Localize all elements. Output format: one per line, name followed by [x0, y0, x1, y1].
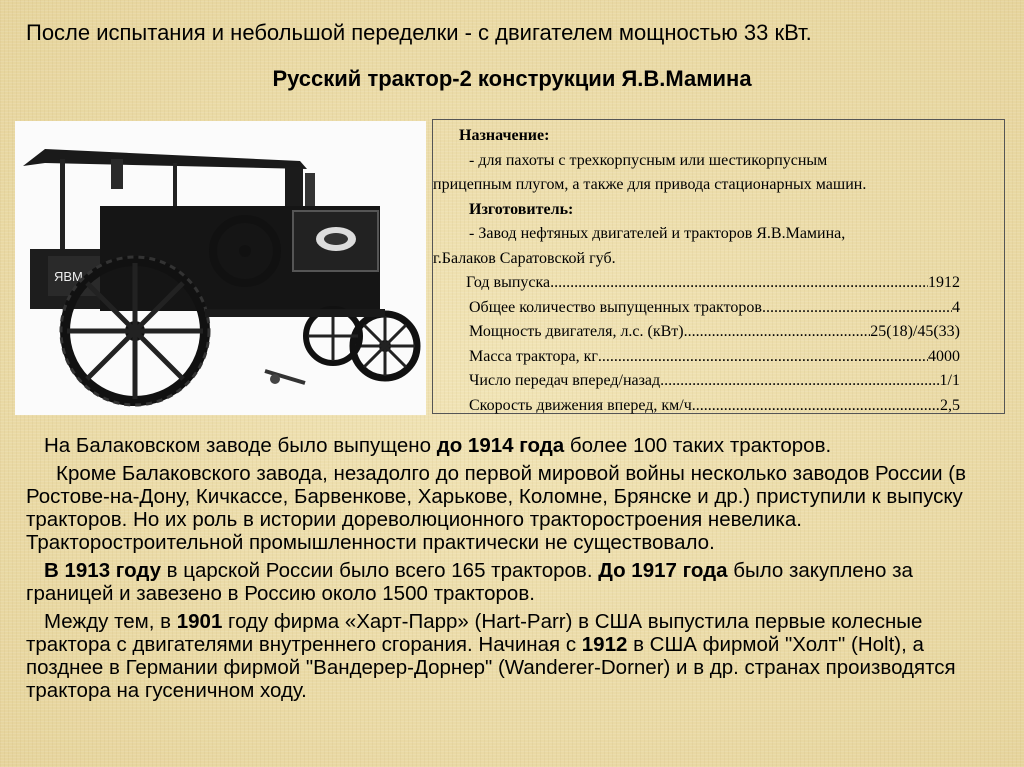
- spec-value: 25(18)/45(33): [870, 323, 960, 340]
- text-run: На Балаковском заводе было выпущено: [44, 434, 437, 457]
- spec-value: 4000: [928, 347, 960, 365]
- maker-heading: Изготовитель:: [469, 200, 574, 218]
- maker-line-2: г.Балаков Саратовской губ.: [433, 249, 616, 267]
- highlight-text: В 1913 году: [44, 559, 161, 582]
- slide-title: Русский трактор-2 конструкции Я.В.Мамина: [272, 66, 752, 91]
- spec-row: [469, 296, 960, 321]
- spec-value: 4: [952, 298, 960, 316]
- text-run: году фирма «Харт-Парр» (Hart-Parr) в США выпустила первые колесные трактора с двигателями внутреннего сгорания. Начиная с: [26, 610, 923, 656]
- highlight-text: 1912: [581, 633, 628, 656]
- paragraph: [26, 559, 986, 605]
- spec-row: [469, 369, 960, 394]
- text-run: было закуплено за границей и завезено в Россию около 1500 тракторов.: [26, 559, 913, 605]
- spec-label: Год выпуска: [466, 274, 551, 291]
- highlight-text: 1901: [176, 610, 223, 633]
- spec-label: Масса трактора, кг: [469, 347, 598, 365]
- spec-label: Скорость движения вперед, км/ч: [469, 396, 692, 414]
- spec-row: [469, 345, 960, 370]
- spec-label: Общее количество выпущенных тракторов: [469, 298, 762, 316]
- photo-plate-text: ЯВМ: [54, 269, 83, 284]
- paragraph: Кроме Балаковского завода, незадолго до первой мировой войны несколько заводов России (в Ростове-на-Дону, Кичкассе, Барвенкове, Харькове, Коломне, Брянске и др.) приступили к выпуску тракторов. Но их роль в истории дореволюционного тракторостроения невелика. Тракторостроительной промышленности практически не существовало.: [26, 462, 967, 554]
- spec-value: 1/1: [939, 372, 960, 389]
- text-run: Между тем, в: [44, 610, 177, 633]
- text-run: в США фирмой "Холт" (Holt), а позднее в Германии фирмой "Вандерер-Дорнер" (Wanderer-Dorner) и в др. странах производятся трактора на гусеничном ходу.: [26, 633, 956, 702]
- spec-label: Мощность двигателя, л.с. (кВт): [469, 323, 684, 340]
- purpose-heading: Назначение:: [459, 127, 550, 144]
- text-run: в царской России было всего 165 тракторов.: [160, 559, 599, 582]
- spec-row: [469, 320, 960, 345]
- slide-subtitle: После испытания и небольшой переделки - с двигателем мощностью 33 кВт.: [26, 20, 812, 45]
- spec-value: 2,5: [940, 396, 960, 414]
- body-text: [26, 434, 986, 707]
- maker-line-1: - Завод нефтяных двигателей и тракторов Я.В.Мамина,: [469, 225, 846, 242]
- spec-value: 1912: [928, 274, 960, 291]
- spec-table: [433, 271, 960, 296]
- paragraph: [26, 434, 986, 457]
- purpose-line-1: - для пахоты с трехкорпусным или шестикорпусным: [469, 151, 828, 169]
- highlight-text: До 1917 года: [598, 559, 728, 582]
- spec-label: Число передач вперед/назад: [469, 372, 661, 389]
- spec-row: [469, 394, 960, 419]
- paragraph: [26, 610, 986, 702]
- tractor-photo: [15, 121, 426, 415]
- purpose-line-2: прицепным плугом, а также для привода стационарных машин.: [433, 176, 867, 193]
- info-panel: [432, 119, 1005, 414]
- spec-table-rest: [433, 296, 960, 419]
- text-run: более 100 таких тракторов.: [564, 434, 832, 457]
- spec-row: [466, 271, 960, 296]
- highlight-text: до 1914 года: [436, 434, 565, 457]
